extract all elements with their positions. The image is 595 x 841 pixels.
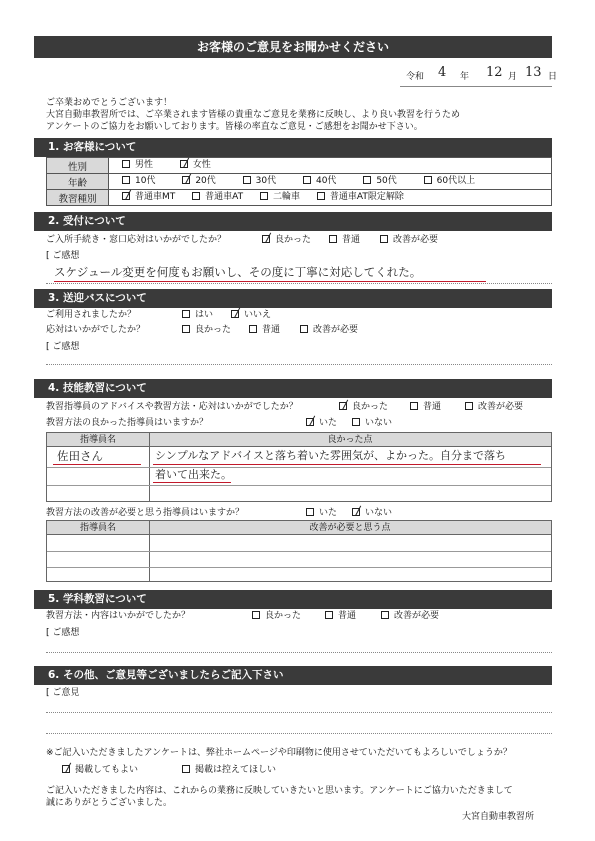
date-year-value: 4 — [438, 65, 447, 80]
section-4-header: 4. 技能教習について — [34, 379, 552, 398]
other-comment-label: [ ご意見 — [46, 688, 80, 698]
good-instructor-question: 教習方法の良かった指導員はいますか？ — [46, 418, 209, 428]
checkbox-icon — [192, 192, 200, 200]
section-1-header: 1. お客様について — [34, 138, 552, 157]
consent-option-allow[interactable]: 掲載してもよい — [62, 765, 138, 776]
good-instructor-name: 佐田さん — [57, 449, 103, 463]
bus-usage-option-no[interactable]: いいえ — [231, 310, 271, 321]
other-comment-rule-2 — [46, 733, 552, 734]
course-type-label: 教習種別 — [47, 190, 109, 206]
reception-comment-label: [ ご感想 — [46, 251, 80, 261]
checkbox-icon — [252, 611, 260, 619]
checkbox-icon — [300, 325, 308, 333]
age-option-60s[interactable]: 60代以上 — [424, 176, 475, 186]
course-option-mt[interactable]: 普通車MT — [122, 192, 175, 202]
intro-line-1: ご卒業おめでとうございます！ — [46, 98, 173, 108]
good-instructor-point-header: 良かった点 — [149, 433, 551, 447]
age-option-10s[interactable]: 10代 — [122, 176, 155, 186]
consent-question: ※ご記入いただきましたアンケートは、弊社ホームページや印刷物に使用させていただいてもよろしいでしょうか？ — [46, 748, 512, 758]
gender-option-female[interactable]: 女性 — [180, 160, 211, 170]
checkbox-icon — [306, 508, 314, 516]
checkbox-checked-icon — [122, 192, 130, 200]
intro-line-3: アンケートのご協力をお願いしております。皆様の率直なご意見・ご感想をお聞かせ下さい。 — [46, 122, 423, 132]
bus-service-question: 応対はいかがでしたか？ — [46, 325, 146, 335]
section-2-header: 2. 受付について — [34, 212, 552, 231]
classroom-option-good[interactable]: 良かった — [252, 611, 301, 622]
checkbox-icon — [260, 192, 268, 200]
checkbox-icon — [329, 235, 337, 243]
checkbox-checked-icon — [352, 508, 360, 516]
checkbox-icon — [122, 176, 130, 184]
checkbox-checked-icon — [182, 176, 190, 184]
age-option-50s[interactable]: 50代 — [363, 176, 396, 186]
reception-question: ご入所手続き・窓口応対はいかがでしたか？ — [46, 235, 227, 245]
course-option-at[interactable]: 普通車AT — [192, 192, 243, 202]
checkbox-checked-icon — [62, 765, 70, 773]
bus-usage-option-yes[interactable]: はい — [182, 310, 213, 321]
consent-option-decline[interactable]: 掲載は控えてほしい — [182, 765, 276, 776]
checkbox-checked-icon — [231, 310, 239, 318]
checkbox-icon — [465, 402, 473, 410]
course-option-motorcycle[interactable]: 二輪車 — [260, 192, 300, 202]
classroom-comment-label: [ ご感想 — [46, 628, 80, 638]
age-option-30s[interactable]: 30代 — [243, 176, 276, 186]
closing-line-2: 誠にありがとうございました。 — [46, 798, 173, 808]
date-month-value: 12 — [486, 65, 503, 80]
reception-option-improve[interactable]: 改善が必要 — [380, 235, 438, 246]
section-3-header: 3. 送迎バスについて — [34, 289, 552, 308]
good-instructor-option-no[interactable]: いない — [352, 418, 392, 429]
reception-option-normal[interactable]: 普通 — [329, 235, 360, 246]
reception-comment-text: スケジュール変更を何度もお願いし、その度に丁寧に対応してくれた。 — [54, 265, 422, 279]
skill-advice-option-good[interactable]: 良かった — [339, 402, 388, 413]
checkbox-checked-icon — [180, 160, 188, 168]
improve-instructor-point-header: 改善が必要と思う点 — [149, 521, 551, 535]
reception-comment-rule — [46, 283, 552, 284]
reception-option-good[interactable]: 良かった — [262, 235, 311, 246]
date-month-unit: 月 — [508, 72, 518, 82]
bus-comment-rule — [46, 364, 552, 365]
good-instructor-point-line-1: シンプルなアドバイスと落ち着いた雰囲気が、よかった。自分まで落ち — [155, 449, 506, 462]
skill-advice-option-improve[interactable]: 改善が必要 — [465, 402, 523, 413]
checkbox-icon — [182, 310, 190, 318]
good-instructor-table — [46, 432, 552, 502]
checkbox-icon — [317, 192, 325, 200]
bus-comment-label: [ ご感想 — [46, 342, 80, 352]
gender-label: 性別 — [47, 158, 109, 174]
improve-instructor-option-yes[interactable]: いた — [306, 508, 337, 519]
date-year-unit: 年 — [460, 72, 470, 82]
improve-instructor-question: 教習方法の改善が必要と思う指導員はいますか？ — [46, 508, 245, 518]
bus-service-option-improve[interactable]: 改善が必要 — [300, 325, 358, 336]
checkbox-icon — [182, 325, 190, 333]
date-era: 令和 — [406, 72, 425, 82]
school-name: 大宮自動車教習所 — [462, 812, 535, 822]
classroom-question: 教習方法・内容はいかがでしたか？ — [46, 611, 191, 621]
good-instructor-point-line-2: 着いて出来た。 — [155, 468, 232, 481]
improve-instructor-table — [46, 520, 552, 582]
checkbox-icon — [122, 160, 130, 168]
improve-instructor-name-header: 指導員名 — [47, 521, 149, 535]
date-underline — [400, 86, 552, 87]
classroom-comment-rule — [46, 652, 552, 653]
checkbox-icon — [243, 176, 251, 184]
date-day-unit: 日 — [548, 72, 558, 82]
bus-usage-question: ご利用されましたか？ — [46, 310, 137, 320]
age-label: 年齢 — [47, 174, 109, 190]
other-comment-rule-1 — [46, 712, 552, 713]
course-option-at-release[interactable]: 普通車AT限定解除 — [317, 192, 404, 202]
intro-line-2: 大宮自動車教習所では、ご卒業されます皆様の貴重なご意見を業務に反映し、より良い教習を行うため — [46, 110, 461, 120]
reception-comment-underline — [54, 281, 486, 282]
checkbox-icon — [303, 176, 311, 184]
gender-option-male[interactable]: 男性 — [122, 160, 153, 170]
skill-advice-question: 教習指導員のアドバイスや教習方法・応対はいかがでしたか？ — [46, 402, 298, 412]
checkbox-icon — [381, 611, 389, 619]
date-day-value: 13 — [525, 65, 542, 80]
customer-info-table — [46, 157, 552, 206]
classroom-option-improve[interactable]: 改善が必要 — [381, 611, 439, 622]
checkbox-checked-icon — [262, 235, 270, 243]
skill-advice-option-normal[interactable]: 普通 — [410, 402, 441, 413]
bus-service-option-good[interactable]: 良かった — [182, 325, 231, 336]
section-5-header: 5. 学科教習について — [34, 590, 552, 609]
good-instructor-name-header: 指導員名 — [47, 433, 149, 447]
section-6-header: 6. その他、ご意見等ございましたらご記入下さい — [34, 666, 552, 685]
checkbox-checked-icon — [306, 418, 314, 426]
age-option-40s[interactable]: 40代 — [303, 176, 336, 186]
form-title: お客様のご意見をお聞かせください — [34, 36, 552, 58]
age-option-20s[interactable]: 20代 — [182, 176, 215, 186]
improve-instructor-option-no[interactable]: いない — [352, 508, 392, 519]
checkbox-icon — [325, 611, 333, 619]
checkbox-icon — [363, 176, 371, 184]
checkbox-icon — [380, 235, 388, 243]
checkbox-icon — [410, 402, 418, 410]
checkbox-checked-icon — [339, 402, 347, 410]
checkbox-icon — [424, 176, 432, 184]
bus-service-option-normal[interactable]: 普通 — [249, 325, 280, 336]
checkbox-icon — [352, 418, 360, 426]
checkbox-icon — [249, 325, 257, 333]
closing-line-1: ご記入いただきました内容は、これからの業務に反映していきたいと思います。アンケートにご協力いただきまして — [46, 786, 513, 796]
classroom-option-normal[interactable]: 普通 — [325, 611, 356, 622]
good-instructor-option-yes[interactable]: いた — [306, 418, 337, 429]
checkbox-icon — [182, 765, 190, 773]
